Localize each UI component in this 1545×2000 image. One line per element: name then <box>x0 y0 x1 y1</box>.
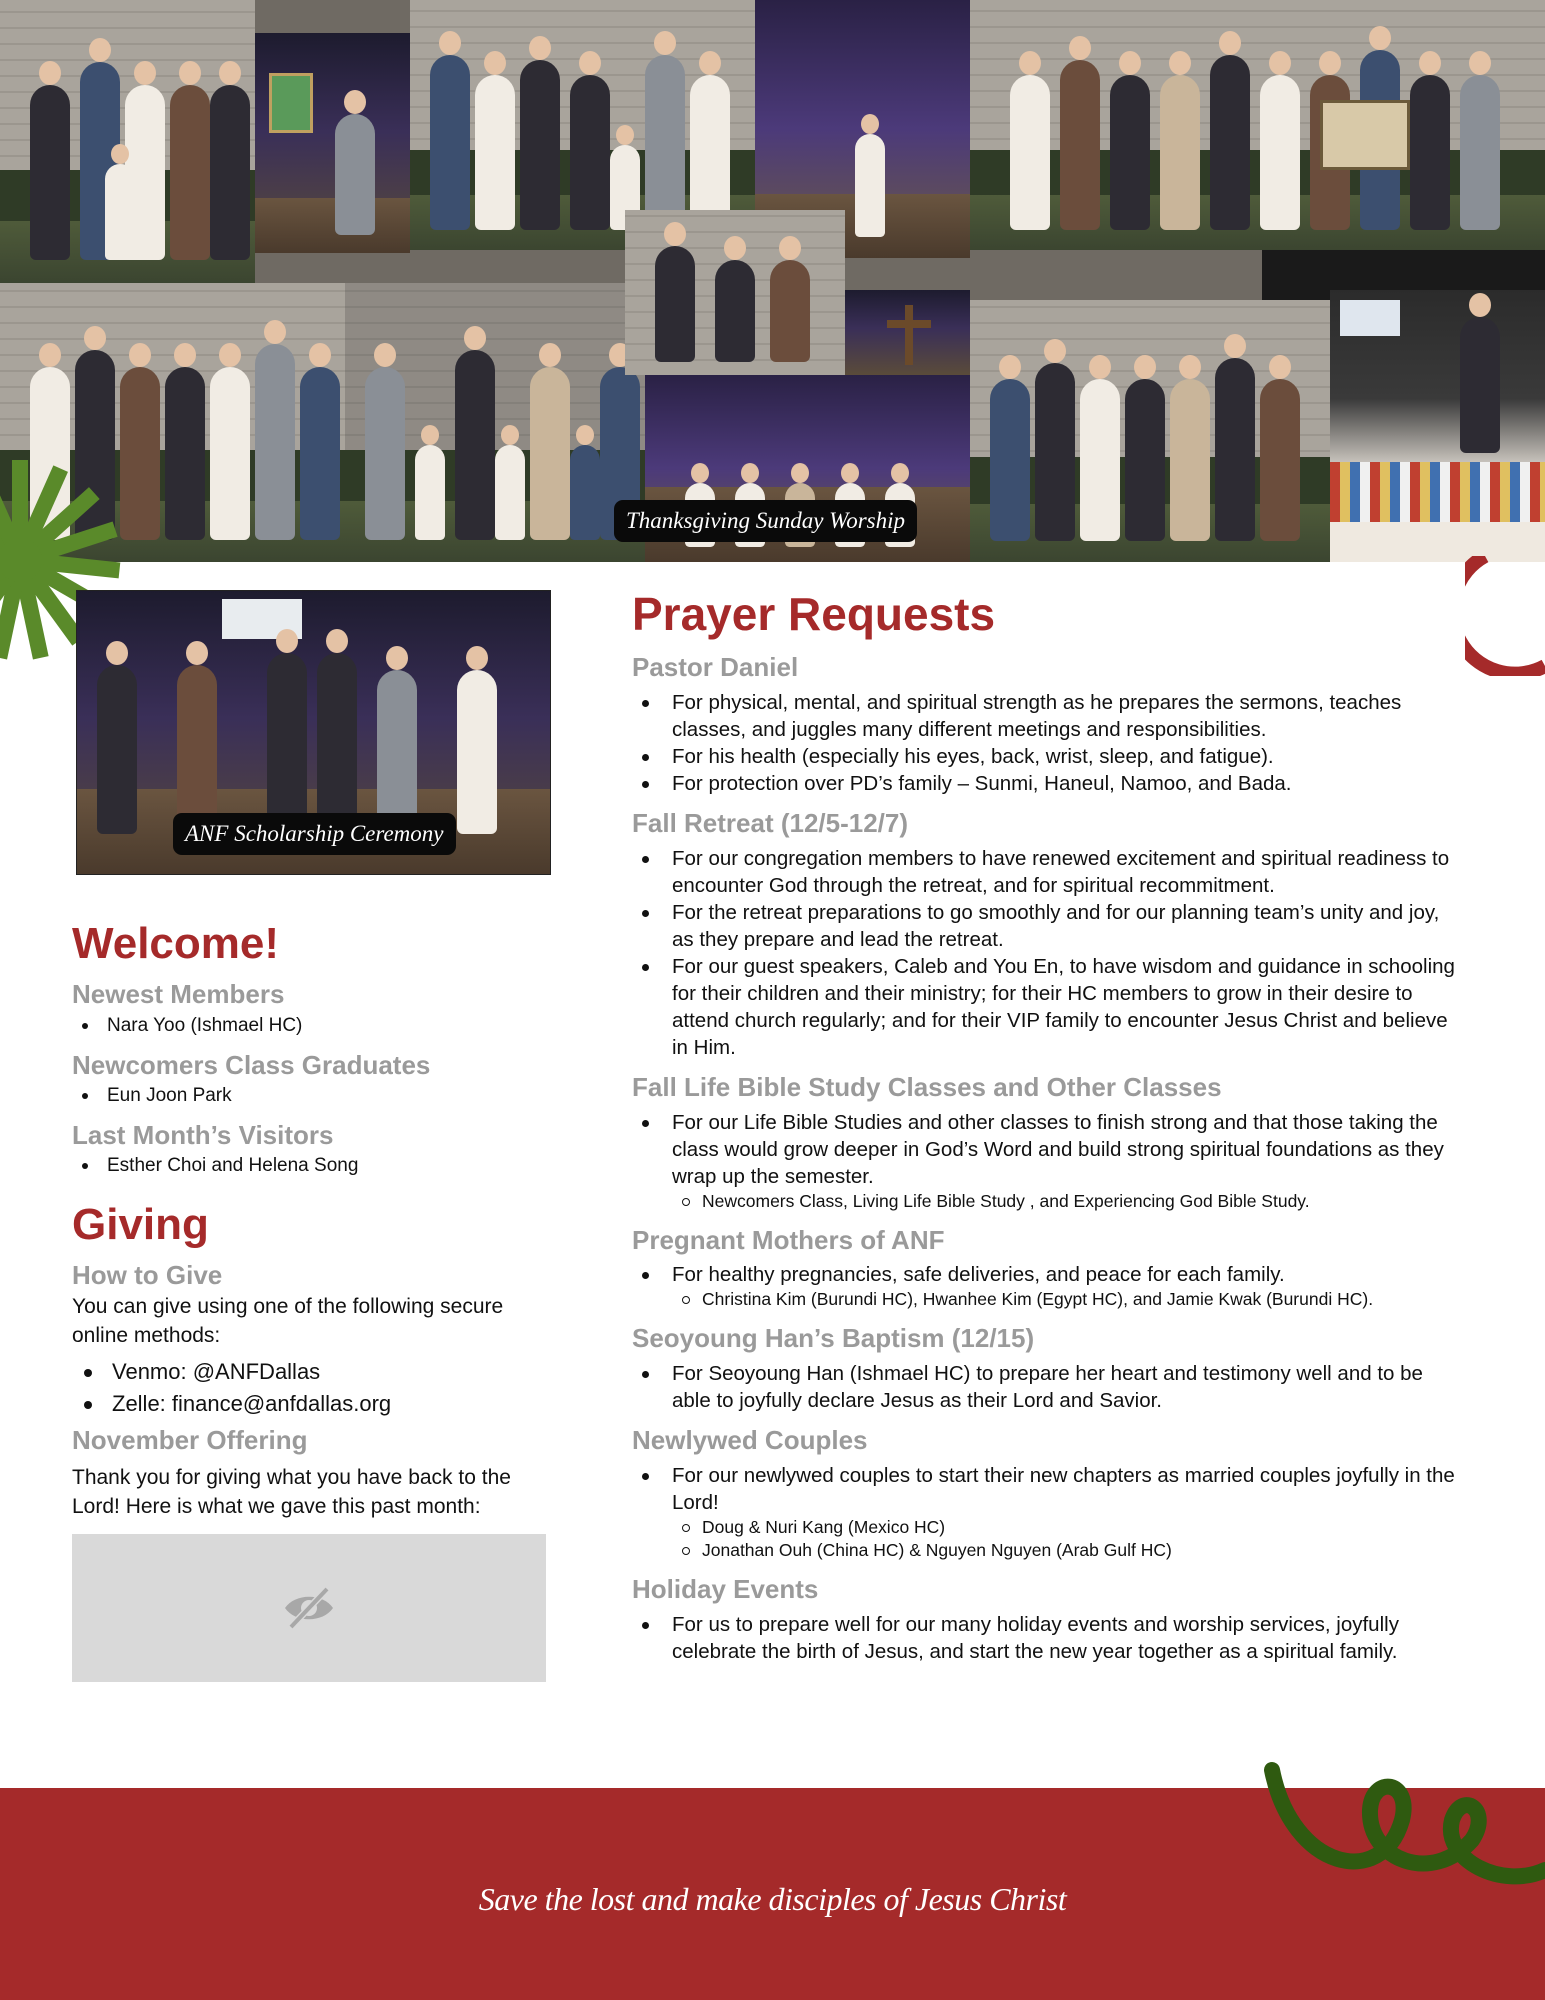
prayer-item <box>632 1611 1462 1665</box>
welcome-group-heading: Newest Members <box>72 979 285 1010</box>
welcome-group-heading: Newcomers Class Graduates <box>72 1049 431 1080</box>
prayer-section-heading: Fall Retreat (12/5-12/7) <box>632 807 909 838</box>
prayer-item <box>632 1261 1462 1312</box>
prayer-item-text: For our guest speakers, Caleb and You En, to have wisdom and guidance in schooling for their children and their ministry; for their HC members to grow in their desire to attend church regularly; and for their VIP family to encounter Jesus Christ and believe in Him. <box>672 954 1455 1059</box>
scholarship-ceremony-photo <box>76 590 551 875</box>
prayer-item <box>632 1360 1462 1414</box>
prayer-section-heading: Holiday Events <box>632 1574 819 1605</box>
prayer-section-heading: Pastor Daniel <box>632 651 799 682</box>
stage-speaker-photo <box>255 33 410 253</box>
pastor-food-drive-photo <box>1330 290 1545 562</box>
welcome-title: Welcome! <box>72 919 280 968</box>
prayer-item-text: For our newlywed couples to start their new chapters as married couples joyfully in the Lord! <box>672 1463 1455 1514</box>
welcome-group-newest-members <box>72 978 552 1038</box>
prayer-section <box>632 1322 1462 1414</box>
november-offering-heading: November Offering <box>72 1425 308 1456</box>
eye-slash-icon <box>279 1583 339 1633</box>
prayer-item-text: For the retreat preparations to go smoothly and for our planning team’s unity and joy, as they prepare and lead the retreat. <box>672 900 1440 951</box>
list-item: Nara Yoo (Ishmael HC) <box>72 1013 552 1039</box>
prayer-requests-column <box>632 588 1462 1675</box>
welcome-group-newcomers-graduates <box>72 1049 552 1109</box>
prayer-subitem: Christina Kim (Burundi HC), Hwanhee Kim (Egypt HC), and Jamie Kwak (Burundi HC). <box>702 1288 1462 1312</box>
prayer-section-heading: Newlywed Couples <box>632 1424 868 1455</box>
prayer-section <box>632 1573 1462 1665</box>
young-adults-group-photo <box>970 0 1545 250</box>
footer-tagline: Save the lost and make disciples of Jesus Christ <box>478 1880 1067 1917</box>
offering-image-placeholder <box>72 1534 546 1682</box>
venmo-method: Venmo: @ANFDallas <box>72 1356 552 1388</box>
prayer-item <box>632 899 1462 953</box>
family-photo <box>0 0 255 283</box>
welcome-group-heading: Last Month’s Visitors <box>72 1119 334 1150</box>
prayer-section <box>632 1224 1462 1312</box>
scholarship-caption: ANF Scholarship Ceremony <box>173 813 456 855</box>
men-group-photo <box>970 300 1330 562</box>
footer-banner <box>0 1788 1545 2000</box>
prayer-subitem: Jonathan Ouh (China HC) & Nguyen Nguyen (Arab Gulf HC) <box>702 1539 1462 1563</box>
prayer-requests-title: Prayer Requests <box>632 588 996 640</box>
prayer-list <box>632 1611 1462 1665</box>
prayer-list <box>632 1462 1462 1563</box>
prayer-list <box>632 689 1462 797</box>
families-with-kids-photo <box>345 283 645 562</box>
prayer-subitem: Doug & Nuri Kang (Mexico HC) <box>702 1516 1462 1540</box>
prayer-item-text: For us to prepare well for our many holiday events and worship services, joyfully celebrate the birth of Jesus, and start the new year together as a spiritual family. <box>672 1612 1399 1663</box>
prayer-item-text: For our Life Bible Studies and other classes to finish strong and that those taking the class would grow deeper in God’s Word and build strong spiritual foundations as they wrap up the semester. <box>672 1110 1444 1188</box>
prayer-subitem: Newcomers Class, Living Life Bible Study , and Experiencing God Bible Study. <box>702 1190 1462 1214</box>
how-to-give-heading: How to Give <box>72 1260 223 1291</box>
prayer-section-heading: Pregnant Mothers of ANF <box>632 1224 945 1255</box>
how-to-give-text: You can give using one of the following secure online methods: <box>72 1294 504 1348</box>
prayer-item-text: For Seoyoung Han (Ishmael HC) to prepare her heart and testimony well and to be able to joyfully declare Jesus as their Lord and Savior. <box>672 1361 1423 1412</box>
prayer-list <box>632 845 1462 1061</box>
prayer-item <box>632 953 1462 1061</box>
left-column <box>72 920 552 1682</box>
prayer-item-text: For physical, mental, and spiritual strength as he prepares the sermons, teaches classes, and juggles many different meetings and responsibilities. <box>672 690 1402 741</box>
prayer-item <box>632 689 1462 743</box>
thanksgiving-caption: Thanksgiving Sunday Worship <box>614 500 917 542</box>
welcome-group-visitors <box>72 1119 552 1179</box>
prayer-item <box>632 743 1462 770</box>
giving-title: Giving <box>72 1199 209 1249</box>
zelle-method: Zelle: finance@anfdallas.org <box>72 1388 552 1420</box>
red-arc-decoration <box>1465 556 1545 676</box>
prayer-sublist <box>702 1190 1462 1214</box>
prayer-list <box>632 1261 1462 1312</box>
prayer-sublist <box>702 1288 1462 1312</box>
list-item: Eun Joon Park <box>72 1083 552 1109</box>
prayer-section-heading: Seoyoung Han’s Baptism (12/15) <box>632 1323 1035 1354</box>
prayer-section <box>632 651 1462 797</box>
prayer-item <box>632 845 1462 899</box>
prayer-list <box>632 1109 1462 1214</box>
photo-collage <box>0 0 1545 562</box>
prayer-item <box>632 770 1462 797</box>
stage-cross-photo <box>845 290 970 375</box>
prayer-item-text: For protection over PD’s family – Sunmi, Haneul, Namoo, and Bada. <box>672 771 1292 795</box>
prayer-item <box>632 1109 1462 1214</box>
prayer-list <box>632 1360 1462 1414</box>
offering-text: Thank you for giving what you have back to the Lord! Here is what we gave this past month: <box>72 1465 511 1519</box>
prayer-section <box>632 1071 1462 1214</box>
prayer-item-text: For healthy pregnancies, safe deliveries, and peace for each family. <box>672 1263 1285 1287</box>
prayer-sublist <box>702 1516 1462 1563</box>
prayer-sections <box>632 651 1462 1665</box>
prayer-item-text: For his health (especially his eyes, back, wrist, sleep, and fatigue). <box>672 744 1274 768</box>
prayer-section <box>632 807 1462 1061</box>
prayer-item <box>632 1462 1462 1563</box>
list-item: Esther Choi and Helena Song <box>72 1153 552 1179</box>
prayer-section <box>632 1424 1462 1563</box>
prayer-section-heading: Fall Life Bible Study Classes and Other Classes <box>632 1072 1222 1103</box>
women-group-photo <box>0 283 345 562</box>
prayer-item-text: For our congregation members to have renewed excitement and spiritual readiness to encounter God through the retreat, and for spiritual recommitment. <box>672 846 1450 897</box>
trio-photo <box>625 210 845 375</box>
